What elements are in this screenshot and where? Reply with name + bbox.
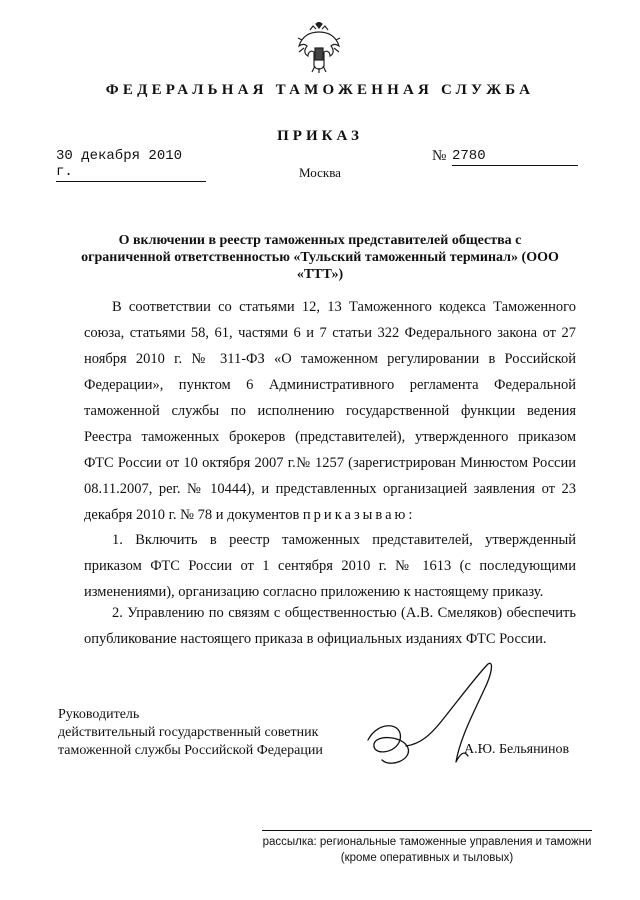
document-type: ПРИКАЗ: [277, 128, 363, 144]
signer-title-line-1: Руководитель: [58, 707, 140, 722]
handwritten-signature: [360, 656, 510, 776]
signer-name: А.Ю. Бельянинов: [464, 742, 570, 757]
issue-city: Москва: [299, 165, 341, 180]
signer-title-line-2: действительный государственный советник: [58, 725, 319, 740]
coat-of-arms-icon: [296, 22, 342, 74]
distribution-line-1: рассылка: региональные таможенные управления и таможни: [262, 836, 592, 848]
distribution-divider: [262, 830, 592, 831]
preamble-text: В соответствии со статьями 12, 13 Таможенного кодекса Таможенного союза, статьями 58, 61, частями 6 и 7 статьи 322 Федерального закона от 27 ноября 2010 г. № 311-ФЗ «О таможенном регулировании в Российской Федерации», пунктом 6 Административного регламента Федеральной таможенной службы по исполнению государственной функции ведения Реестра таможенных брокеров (представителей), утвержденного приказом ФТС России от 10 октября 2007 г.№ 1257 (зарегистрирован Минюстом России 08.11.2007, рег. № 10444), и представленных организацией заявления от 23 декабря 2010 г. № 78 и документов: [84, 299, 576, 523]
order-number-label: №: [432, 148, 447, 164]
order-title: О включении в реестр таможенных представителей общества с ограниченной ответственностью «Тульский таможенный терминал» (ООО «ТТТ»): [81, 233, 559, 282]
agency-name: ФЕДЕРАЛЬНАЯ ТАМОЖЕННАЯ СЛУЖБА: [105, 82, 535, 98]
signer-title: [58, 706, 323, 760]
order-item-1: 1. Включить в реестр таможенных представителей, утвержденный приказом ФТС России от 1 сентября 2010 г. № 1613 (с последующими изменениями), организацию согласно приложению к настоящему приказу.: [84, 532, 576, 600]
order-number: 2780: [452, 148, 578, 166]
preamble-paragraph: [84, 294, 576, 528]
order-date: 30 декабря 2010 г.: [56, 148, 206, 182]
order-item-2: 2. Управлению по связям с общественностью (А.В. Смеляков) обеспечить опубликование настоящего приказа в официальных изданиях ФТС России.: [84, 605, 576, 647]
order-word: приказываю:: [302, 507, 416, 523]
distribution-line-2: (кроме оперативных и тыловых): [340, 852, 514, 864]
signer-title-line-3: таможенной службы Российской Федерации: [58, 743, 323, 758]
distribution-list: [262, 834, 592, 866]
